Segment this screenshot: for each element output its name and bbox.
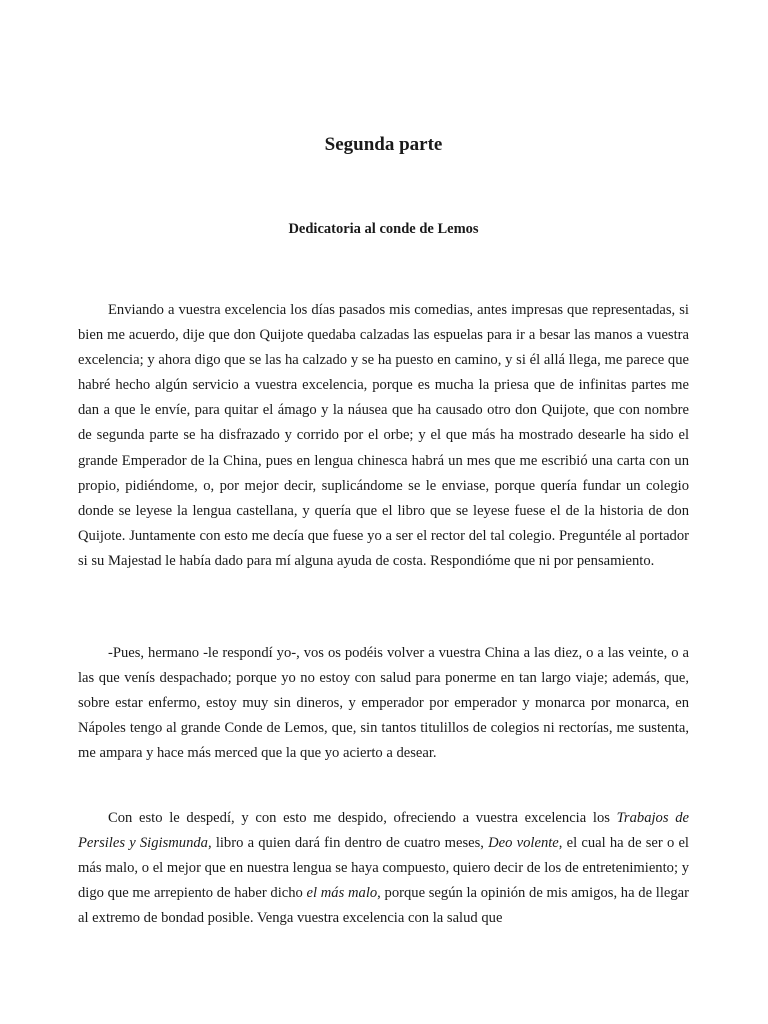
paragraph-3-text: Con esto le despedí, y con esto me despido, ofreciendo a vuestra excelencia los xyxy=(108,810,617,826)
part-title: Segunda parte xyxy=(324,134,443,155)
book-title-italic: Trabajos de Persiles y Sigismunda xyxy=(78,810,689,852)
paragraph-1: Enviando a vuestra excelencia los días pasados mis comedias, antes impresas que representadas, si bien me acuerdo, dije que don Quijote quedaba calzadas las espuelas para ir a besar las manos a vuestra excelencia; y ahora digo que se las ha calzado y se ha puesto en camino, y si él allá llega, me parece que habré hecho algún servicio a vuestra excelencia, porque es mucha la priesa que de infinitas partes me dan a que le envíe, para quitar el ámago y la náusea que ha causado otro don Quijote, que con nombre de segunda parte se ha disfrazado y corrido por el orbe; y el que más ha mostrado desearle ha sido el grande Emperador de la China, pues en lengua chinesca habrá un mes que me escribió una carta con un propio, pidiéndome, o, por mejor decir, suplicándome se le enviase, porque quería fundar un colegio donde se leyese la lengua castellana, y quería que el libro que se leyese fuese el de la historia de don Quijote. Juntamente con esto me decía que fuese yo a ser el rector del tal colegio. Preguntéle al portador si su Majestad le había dado para mí alguna ayuda de costa. Respondióme que ni por pensamiento. xyxy=(78,302,689,569)
paragraph-2: -Pues, hermano -le respondí yo-, vos os podéis volver a vuestra China a las diez, o a las veinte, o a las que venís despachado; porque yo no estoy con salud para ponerme en tan largo viaje; además, que, sobre estar enfermo, estoy muy sin dineros, y emperador por emperador y monarca por monarca, en Nápoles tengo al grande Conde de Lemos, que, sin tantos titulillos de colegios ni rectorías, me sustenta, me ampara y hace más merced que la que yo acierto a desear. xyxy=(78,645,689,762)
latin-phrase-italic: Deo volente xyxy=(488,835,559,852)
dedication-title: Dedicatoria al conde de Lemos xyxy=(288,221,479,237)
emphasis-italic: el más malo xyxy=(306,885,378,902)
paragraph-3-text: , porque según la opinión de mis amigos, ha de llegar al extremo de bondad posible. Venga vuestra excelencia con la salud que xyxy=(78,885,689,927)
paragraph-3-text: , el cual ha de ser o el más malo, o el mejor que en nuestra lengua se haya compuesto, quiero decir de los de entretenimiento; y digo que me arrepiento de haber dicho xyxy=(78,835,689,902)
paragraph-3 xyxy=(78,806,689,931)
paragraph-3-text: , libro a quien dará fin dentro de cuatro meses, xyxy=(207,835,489,852)
